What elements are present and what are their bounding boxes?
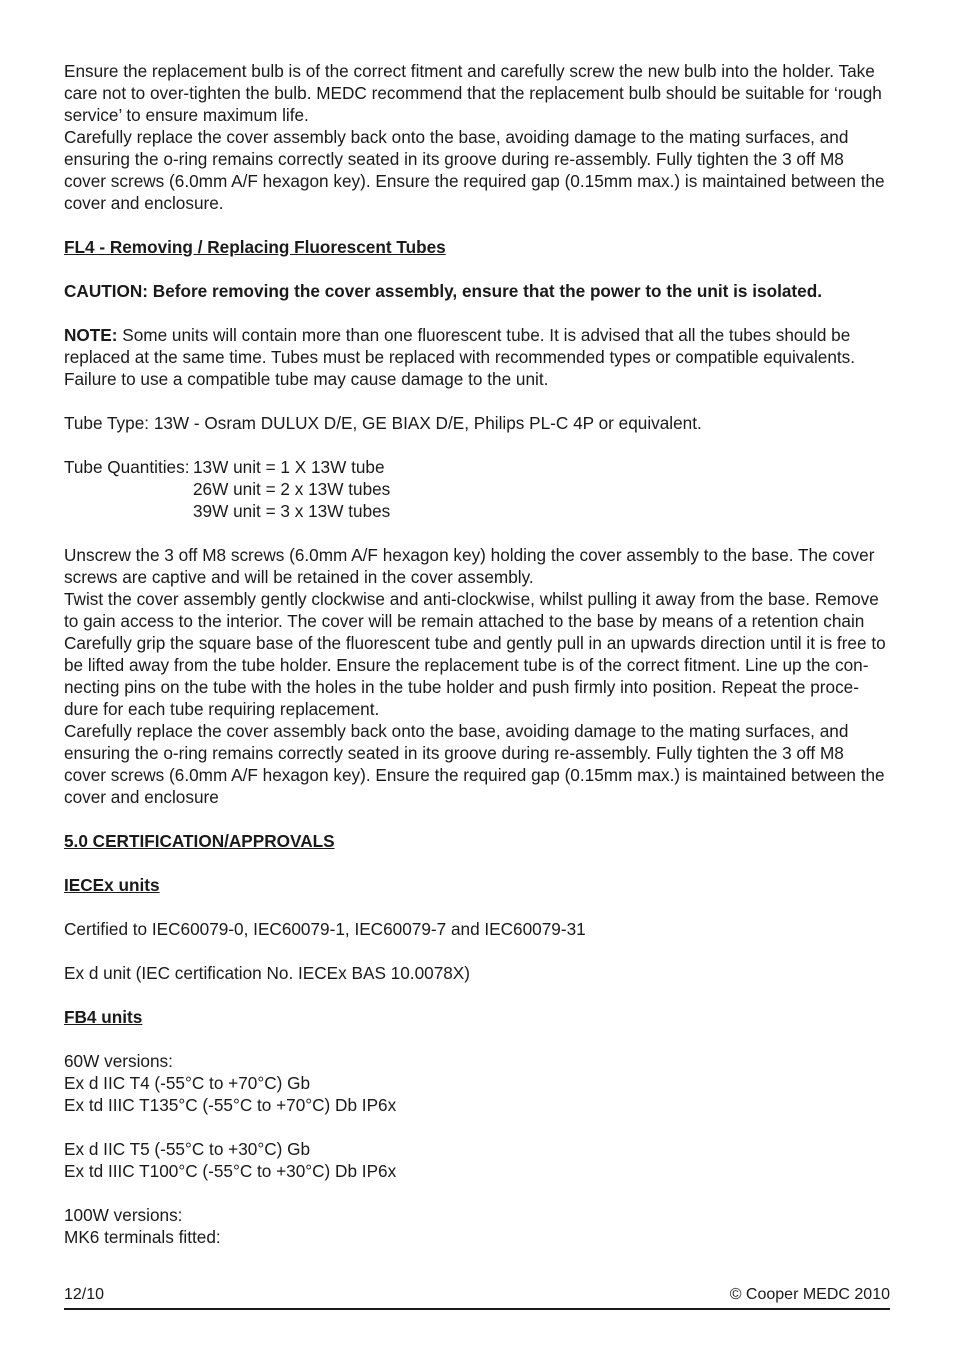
- 100w-versions-label: 100W versions:: [64, 1205, 183, 1225]
- step-grip-tube: Carefully grip the square base of the fluorescent tube and gently pull in an upwards direction until it is free to be lifted away from the tube holder. Ensure the replacement tube is of the correct fitment. Line up the con-necting pins on the tube with the holes in the tube holder and push firmly into position. Repeat the proce-dure for each tube requiring replacement.: [64, 633, 886, 719]
- page-footer: [64, 1284, 890, 1310]
- footer-date: 12/10: [64, 1286, 105, 1303]
- step-twist: Twist the cover assembly gently clockwise and anti-clockwise, whilst pulling it away from the base. Remove to gain access to the interior. The cover will be remain attached to the base by means of a retention chain: [64, 589, 879, 631]
- exd-certification: Ex d unit (IEC certification No. IECEx BAS 10.0078X): [64, 963, 470, 983]
- footer-copyright: © Cooper MEDC 2010: [729, 1286, 890, 1303]
- quantity-item: 13W unit = 1 X 13W tube: [193, 457, 385, 477]
- certified-standards: Certified to IEC60079-0, IEC60079-1, IEC60079-7 and IEC60079-31: [64, 919, 586, 939]
- document-page: [64, 60, 890, 1248]
- caution-text: CAUTION: Before removing the cover assembly, ensure that the power to the unit is isolated.: [64, 281, 822, 301]
- tube-type: Tube Type: 13W - Osram DULUX D/E, GE BIAX D/E, Philips PL-C 4P or equivalent.: [64, 413, 702, 433]
- note-label: NOTE:: [64, 325, 118, 345]
- tube-quantities-list: [193, 456, 390, 522]
- tube-quantities: [64, 456, 890, 522]
- mk6-terminals-label: MK6 terminals fitted:: [64, 1227, 221, 1247]
- 60w-rating-line: Ex d IIC T4 (-55°C to +70°C) Gb: [64, 1073, 311, 1093]
- bulb-replacement-paragraph: Ensure the replacement bulb is of the correct fitment and carefully screw the new bulb into the holder. Take care not to over-tighten the bulb. MEDC recommend that the replacement bulb should be suitable for ‘rough service’ to ensure maximum life.: [64, 61, 882, 125]
- 60w-rating-line: Ex td IIIC T100°C (-55°C to +30°C) Db IP6x: [64, 1161, 397, 1181]
- 60w-rating-line: Ex td IIIC T135°C (-55°C to +70°C) Db IP6x: [64, 1095, 397, 1115]
- note-text: Some units will contain more than one fluorescent tube. It is advised that all the tubes should be replaced at the same time. Tubes must be replaced with recommended types or compatible equivalents. Failure to use a compatible tube may cause damage to the unit.: [64, 325, 856, 389]
- note-paragraph: [64, 324, 890, 390]
- tube-quantities-label: Tube Quantities:: [64, 457, 190, 477]
- quantity-item: 39W unit = 3 x 13W tubes: [193, 501, 391, 521]
- 60w-rating-line: Ex d IIC T5 (-55°C to +30°C) Gb: [64, 1139, 311, 1159]
- certification-heading: 5.0 CERTIFICATION/APPROVALS: [64, 831, 335, 851]
- cover-replace-paragraph: Carefully replace the cover assembly back onto the base, avoiding damage to the mating surfaces, and ensuring the o-ring remains correctly seated in its groove during re-assembly. Fully tighten the 3 off M8 cover screws (6.0mm A/F hexagon key). Ensure the required gap (0.15mm max.) is maintained between the cover and enclosure.: [64, 127, 885, 213]
- 60w-versions-label: 60W versions:: [64, 1051, 173, 1071]
- quantity-item: 26W unit = 2 x 13W tubes: [193, 479, 391, 499]
- fl4-heading: FL4 - Removing / Replacing Fluorescent Tubes: [64, 237, 446, 257]
- iecex-heading: IECEx units: [64, 875, 160, 895]
- step-unscrew: Unscrew the 3 off M8 screws (6.0mm A/F hexagon key) holding the cover assembly to the base. The cover screws are captive and will be retained in the cover assembly.: [64, 545, 875, 587]
- fb4-heading: FB4 units: [64, 1007, 143, 1027]
- step-replace-cover: Carefully replace the cover assembly back onto the base, avoiding damage to the mating surfaces, and ensuring the o-ring remains correctly seated in its groove during re-assembly. Fully tighten the 3 off M8 cover screws (6.0mm A/F hexagon key). Ensure the required gap (0.15mm max.) is maintained between the cover and enclosure: [64, 721, 885, 807]
